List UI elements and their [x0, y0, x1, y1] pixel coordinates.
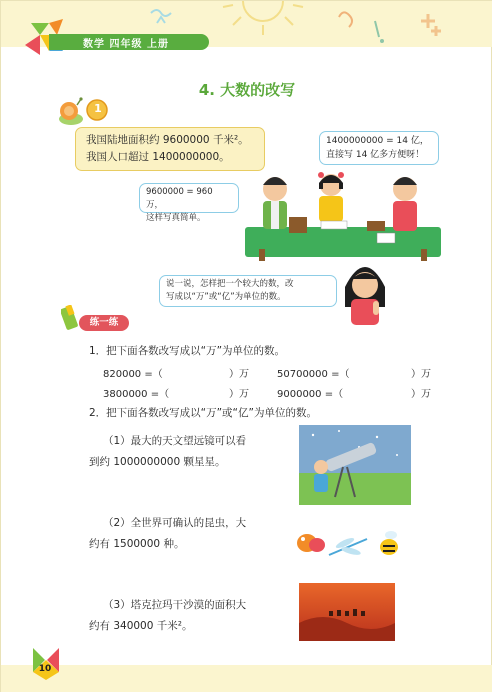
teacher-bubble: [159, 275, 337, 307]
boy-left-bubble: [139, 183, 239, 223]
teacher-girl-illustration: [335, 257, 395, 325]
students-at-table-illustration: [245, 165, 441, 261]
exercise1-item-unit: ）万: [411, 369, 431, 380]
footer-band: [1, 665, 492, 692]
page-number-tangram-icon: [31, 646, 61, 680]
insects-illustration: [293, 521, 409, 571]
exercise2-title: 2．把下面各数改写成以“万”或“亿”为单位的数。: [89, 407, 317, 419]
facts-line-population: 我国人口超过 1400000000。: [86, 151, 230, 163]
teacher-line2: 写成以“万”或“亿”为单位的数。: [166, 292, 286, 302]
boy-left-line2: 这样写真简单。: [146, 213, 206, 223]
boy-right-line2: 直接写 14 亿多方便呀！: [326, 150, 425, 160]
exercise1-item-unit: ）万: [229, 389, 249, 400]
exercise1-item: 9000000 =（: [277, 389, 344, 400]
desert-photo: [299, 583, 395, 641]
exercise2-item: （3）塔克拉玛干沙漠的面积大 约有 340000 千米²。: [89, 599, 247, 632]
exercise1-item: 820000 =（: [103, 369, 163, 380]
exercise1-item: 50700000 =（: [277, 369, 350, 380]
exercise1-item-unit: ）万: [229, 369, 249, 380]
practice-label: 练一练: [79, 315, 129, 331]
boy-left-line1: 9600000 = 960 万，: [146, 187, 213, 210]
page-number: 10: [38, 664, 52, 674]
exercise2-item: （2）全世界可确认的昆虫，大 约有 1500000 种。: [89, 517, 247, 550]
boy-right-line1: 1400000000 = 14 亿，: [326, 136, 429, 146]
facts-line-area: 我国陆地面积约 9600000 千米²。: [86, 134, 249, 146]
step-number-badge: 1: [94, 102, 102, 115]
header-subject-grade: 数学 四年级 上册: [83, 39, 169, 50]
telescope-photo: [299, 425, 411, 505]
boy-right-bubble: [319, 131, 439, 165]
exercise1-item: 3800000 =（: [103, 389, 170, 400]
header-bar: [49, 34, 209, 50]
exercise2-item: （1）最大的天文望远镜可以看 到约 1000000000 颗星星。: [89, 435, 247, 468]
facts-bubble: [75, 127, 265, 171]
lesson-title: 4. 大数的改写: [198, 81, 296, 99]
teacher-line1: 说一说，怎样把一个较大的数，改: [166, 279, 294, 289]
exercise1-item-unit: ）万: [411, 389, 431, 400]
exercise1-title: 1．把下面各数改写成以“万”为单位的数。: [89, 345, 286, 357]
